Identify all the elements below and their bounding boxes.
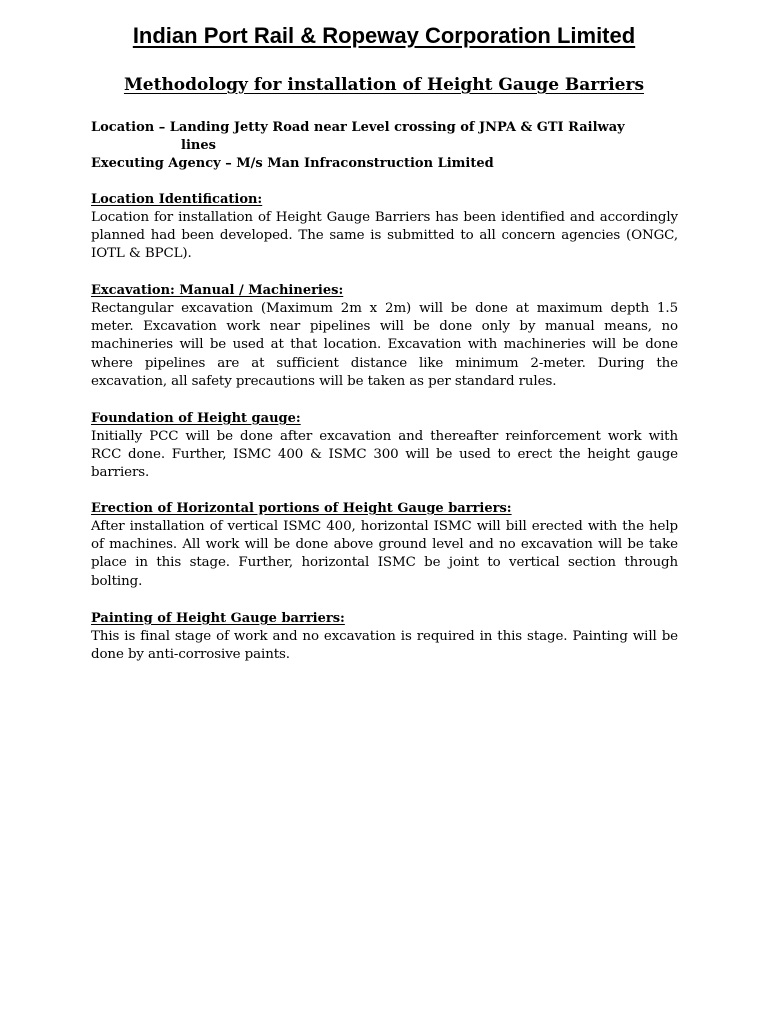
section-body: This is final stage of work and no excavation is required in this stage. Painting will be done by anti-corrosive paints. <box>91 629 678 663</box>
section-heading: Foundation of Height gauge: <box>91 411 301 426</box>
location-text: Location – Landing Jetty Road near Level crossing of JNPA & GTI Railway <box>91 120 625 135</box>
section-body: Location for installation of Height Gauge Barriers has been identified and accordingly planned had been developed. The same is submitted to all concern agencies (ONGC, IOTL & BPCL). <box>91 210 678 262</box>
section-body: Rectangular excavation (Maximum 2m x 2m) will be done at maximum depth 1.5 meter. Excavation work near pipelines will be done only by manual means, no machineries will be used at that location. Excavation with machineries will be done where pipelines are at sufficient distance like minimum 2-meter. During the excavation, all safety precautions will be taken as per standard rules. <box>91 301 678 389</box>
document-title: Indian Port Rail & Ropeway Corporation Limited <box>132 23 636 48</box>
section-location-identification <box>91 191 678 264</box>
section-foundation <box>91 410 678 483</box>
executing-agency-line: Executing Agency – M/s Man Infraconstruction Limited <box>91 156 494 171</box>
section-heading: Excavation: Manual / Machineries: <box>91 283 344 298</box>
section-painting <box>91 610 678 664</box>
section-body: After installation of vertical ISMC 400, horizontal ISMC will bill erected with the help of machines. All work will be done above ground level and no excavation will be take place in this stage. Further, horizontal ISMC be joint to vertical section through bolting. <box>91 519 678 589</box>
location-text-continued: lines <box>181 138 216 153</box>
section-heading: Painting of Height Gauge barriers: <box>91 611 345 626</box>
section-excavation <box>91 282 678 391</box>
document-subtitle: Methodology for installation of Height Gauge Barriers <box>123 75 645 95</box>
section-heading: Location Identification: <box>91 192 263 207</box>
section-heading: Erection of Horizontal portions of Height Gauge barriers: <box>91 501 512 516</box>
section-erection-horizontal <box>91 500 678 591</box>
location-line <box>91 119 691 155</box>
section-body: Initially PCC will be done after excavation and thereafter reinforcement work with RCC done. Further, ISMC 400 & ISMC 300 will be used to erect the height gauge barriers. <box>91 429 678 481</box>
